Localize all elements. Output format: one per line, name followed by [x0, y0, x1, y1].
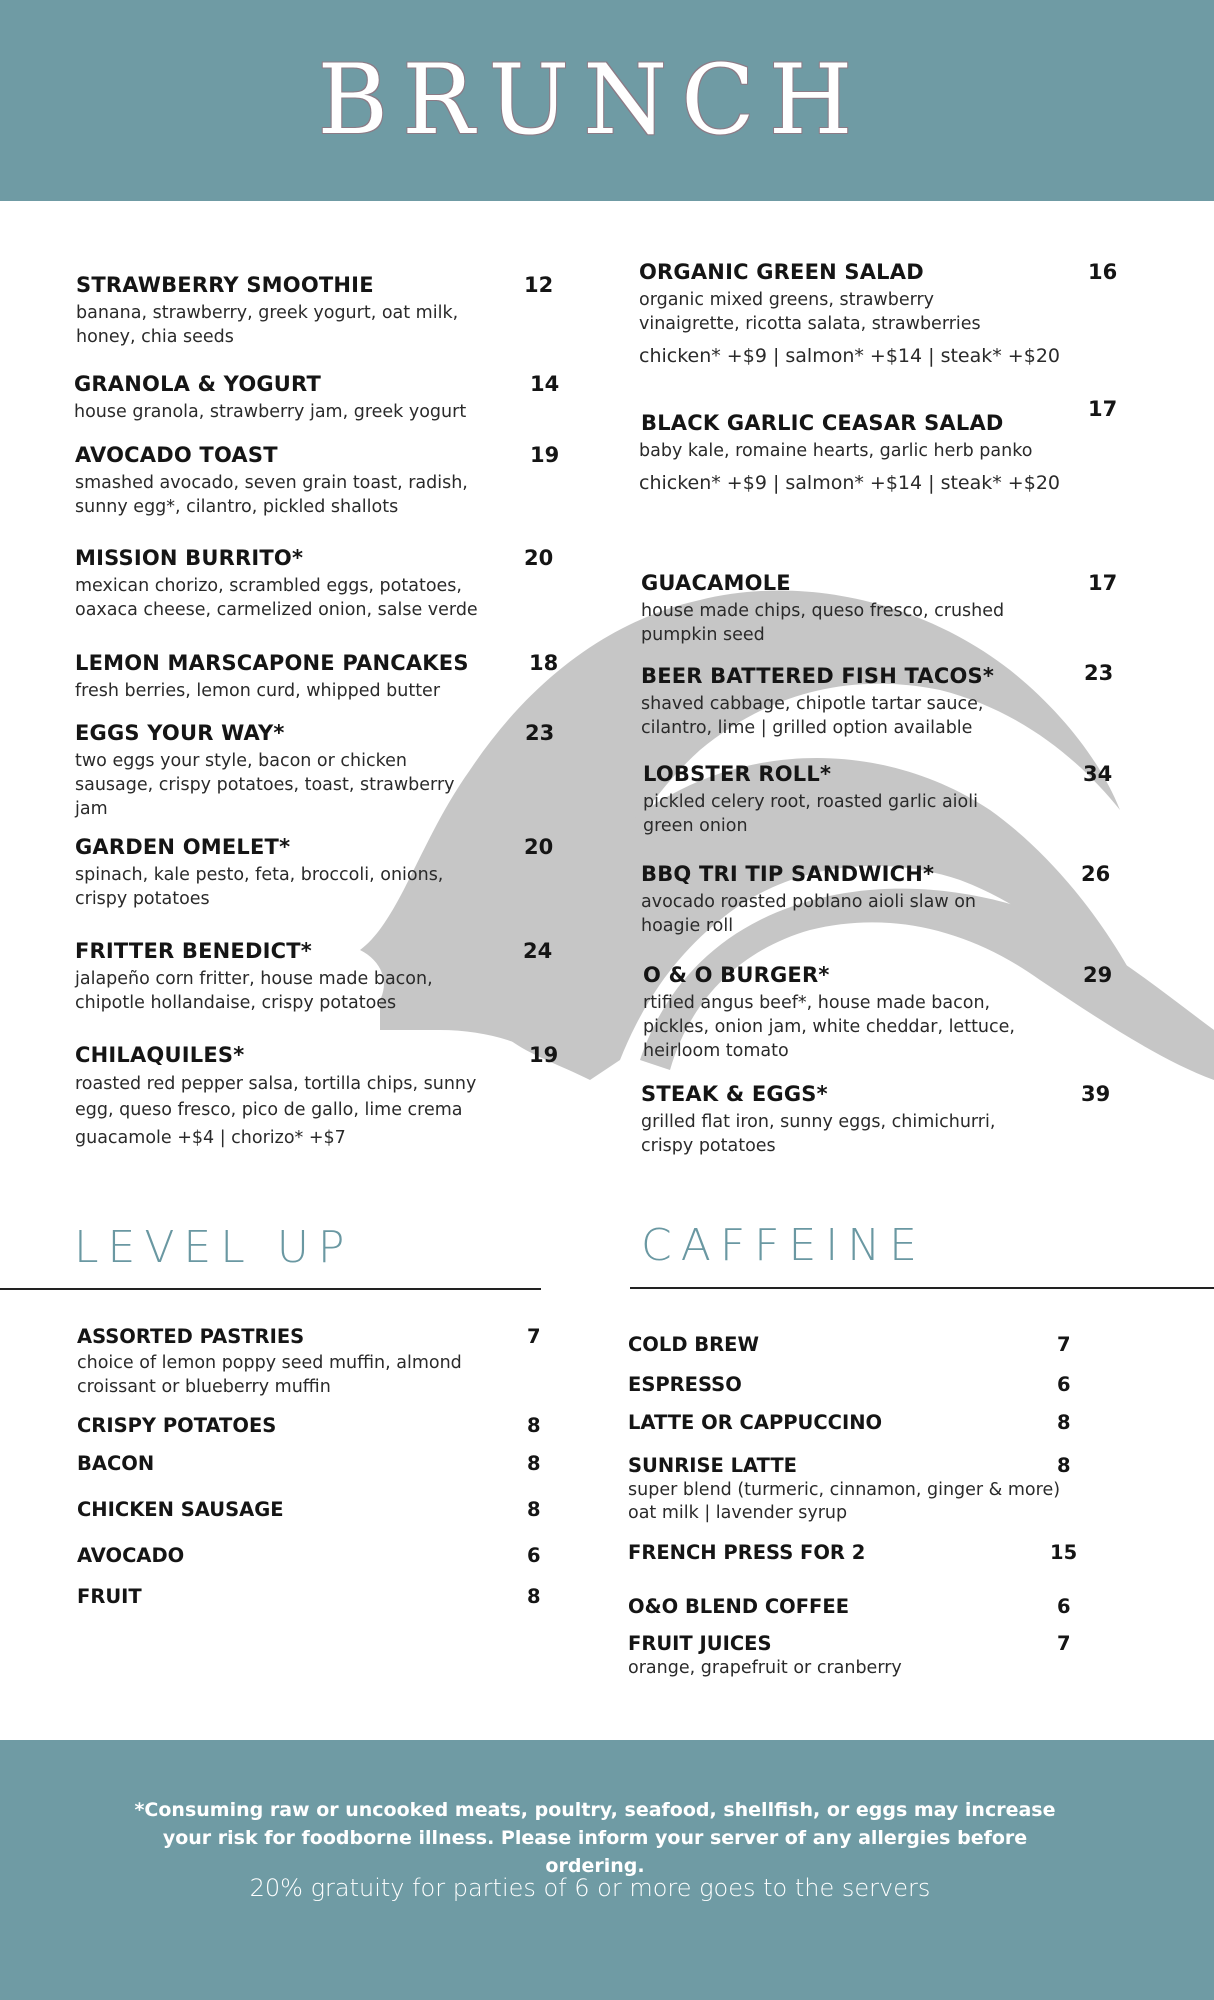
menu-item-name: ORGANIC GREEN SALAD	[639, 260, 924, 284]
drink-item-name: LATTE OR CAPPUCCINO	[628, 1411, 883, 1434]
drink-item-description: orange, grapefruit or cranberry	[628, 1658, 902, 1678]
menu-item-description: shaved cabbage, chipotle tartar sauce, cilantro, lime | grilled option available	[641, 694, 984, 738]
side-item-price: 8	[527, 1452, 541, 1475]
menu-item-addons: chicken* +$9 | salmon* +$14 | steak* +$20	[639, 345, 1060, 367]
side-item-name: FRUIT	[77, 1585, 142, 1608]
drink-item-name: COLD BREW	[628, 1333, 759, 1356]
side-item-price: 6	[527, 1544, 541, 1567]
menu-item-description: organic mixed greens, strawberry vinaigrette, ricotta salata, strawberries	[639, 290, 981, 334]
drink-item-price: 7	[1057, 1333, 1071, 1356]
side-item-price: 8	[527, 1414, 541, 1437]
menu-item-name: MISSION BURRITO*	[75, 546, 304, 570]
drink-item-name: ESPRESSO	[628, 1373, 742, 1396]
menu-item-name: GUACAMOLE	[641, 571, 791, 595]
menu-item-name: O & O BURGER*	[643, 963, 830, 987]
side-item-name: ASSORTED PASTRIES	[77, 1325, 305, 1348]
menu-item-description: mexican chorizo, scrambled eggs, potatoes, oaxaca cheese, carmelized onion, salse verde	[75, 576, 478, 620]
menu-item-price: 34	[1083, 762, 1113, 786]
menu-item-description: grilled flat iron, sunny eggs, chimichurri, crispy potatoes	[641, 1112, 996, 1156]
menu-item-name: BLACK GARLIC CEASAR SALAD	[641, 411, 1004, 435]
side-item-price: 7	[527, 1325, 541, 1348]
side-item-name: CRISPY POTATOES	[77, 1414, 277, 1437]
menu-item-description: house granola, strawberry jam, greek yogurt	[74, 402, 467, 422]
menu-item-name: BEER BATTERED FISH TACOS*	[641, 664, 995, 688]
level-up-divider	[0, 1288, 541, 1290]
drink-item-price: 6	[1057, 1373, 1071, 1396]
side-item-price: 8	[527, 1498, 541, 1521]
menu-item-price: 14	[530, 372, 560, 396]
drink-item-name: FRUIT JUICES	[628, 1632, 772, 1655]
menu-item-price: 23	[525, 721, 555, 745]
menu-item-price: 26	[1081, 862, 1111, 886]
allergy-disclaimer: *Consuming raw or uncooked meats, poultry, seafood, shellfish, or eggs may increase your risk for foodborne illness. Please inform your server of any allergies before ordering.	[134, 1799, 1056, 1877]
drink-item-description: super blend (turmeric, cinnamon, ginger & more)	[628, 1480, 1061, 1500]
menu-item-price: 19	[529, 1043, 559, 1067]
drink-item-price: 6	[1057, 1595, 1071, 1618]
menu-item-name: LEMON MARSCAPONE PANCAKES	[75, 651, 469, 675]
menu-item-price: 24	[523, 939, 553, 963]
menu-item-name: BBQ TRI TIP SANDWICH*	[641, 862, 935, 886]
drink-item-name: O&O BLEND COFFEE	[628, 1595, 850, 1618]
menu-item-description: smashed avocado, seven grain toast, radish, sunny egg*, cilantro, pickled shallots	[75, 473, 468, 517]
menu-item-description: avocado roasted poblano aioli slaw on hoagie roll	[641, 892, 976, 936]
menu-item-description: rtified angus beef*, house made bacon, pickles, onion jam, white cheddar, lettuce, heirloom tomato	[643, 993, 1015, 1061]
drink-item-name: SUNRISE LATTE	[628, 1454, 797, 1477]
drink-item-options: oat milk | lavender syrup	[628, 1503, 848, 1523]
menu-item-description: spinach, kale pesto, feta, broccoli, onions, crispy potatoes	[75, 865, 444, 909]
menu-item-name: EGGS YOUR WAY*	[75, 721, 285, 745]
gratuity-note: 20% gratuity for parties of 6 or more goes to the servers	[249, 1874, 931, 1902]
menu-item-name: CHILAQUILES*	[75, 1043, 245, 1067]
caffeine-divider	[630, 1287, 1214, 1289]
drink-item-name: FRENCH PRESS FOR 2	[628, 1541, 866, 1564]
menu-item-name: STEAK & EGGS*	[641, 1082, 828, 1106]
caffeine-title: CAFFEINE	[641, 1220, 926, 1271]
drink-item-price: 15	[1050, 1541, 1078, 1564]
menu-item-price: 23	[1084, 661, 1114, 685]
side-item-price: 8	[527, 1585, 541, 1608]
menu-item-price: 39	[1081, 1082, 1111, 1106]
menu-item-description: roasted red pepper salsa, tortilla chips, sunny egg, queso fresco, pico de gallo, lime crema	[75, 1074, 477, 1120]
menu-item-price: 17	[1088, 397, 1118, 421]
menu-item-name: STRAWBERRY SMOOTHIE	[76, 273, 374, 297]
side-item-name: AVOCADO	[77, 1544, 185, 1567]
menu-item-description: house made chips, queso fresco, crushed pumpkin seed	[641, 601, 1005, 645]
drink-item-price: 8	[1057, 1411, 1071, 1434]
menu-item-addons: chicken* +$9 | salmon* +$14 | steak* +$20	[639, 472, 1060, 494]
side-item-description: choice of lemon poppy seed muffin, almond croissant or blueberry muffin	[77, 1353, 462, 1397]
menu-item-name: LOBSTER ROLL*	[643, 762, 832, 786]
menu-title: BRUNCH	[317, 44, 867, 156]
side-item-name: BACON	[77, 1452, 155, 1475]
menu-item-description: banana, strawberry, greek yogurt, oat milk, honey, chia seeds	[76, 303, 459, 347]
menu-item-price: 12	[524, 273, 554, 297]
menu-item-description: jalapeño corn fritter, house made bacon, chipotle hollandaise, crispy potatoes	[75, 969, 433, 1013]
menu-item-price: 20	[524, 835, 554, 859]
menu-item-addons: guacamole +$4 | chorizo* +$7	[75, 1128, 346, 1148]
side-item-name: CHICKEN SAUSAGE	[77, 1498, 284, 1521]
level-up-title: LEVEL UP	[74, 1222, 354, 1273]
menu-item-description: two eggs your style, bacon or chicken sausage, crispy potatoes, toast, strawberry jam	[75, 751, 455, 819]
menu-item-price: 29	[1083, 963, 1113, 987]
drink-item-price: 8	[1057, 1454, 1071, 1477]
menu-item-price: 17	[1088, 571, 1118, 595]
menu-item-price: 20	[524, 546, 554, 570]
menu-item-price: 16	[1088, 260, 1118, 284]
menu-item-price: 19	[530, 443, 560, 467]
menu-item-description: pickled celery root, roasted garlic aioli green onion	[643, 792, 978, 836]
menu-item-name: AVOCADO TOAST	[75, 443, 278, 467]
drink-item-price: 7	[1057, 1632, 1071, 1655]
menu-item-description: fresh berries, lemon curd, whipped butter	[75, 681, 441, 701]
menu-item-name: GARDEN OMELET*	[75, 835, 291, 859]
menu-item-price: 18	[529, 651, 559, 675]
menu-item-name: FRITTER BENEDICT*	[75, 939, 312, 963]
menu-item-description: baby kale, romaine hearts, garlic herb panko	[639, 441, 1033, 461]
menu-item-name: GRANOLA & YOGURT	[74, 372, 322, 396]
